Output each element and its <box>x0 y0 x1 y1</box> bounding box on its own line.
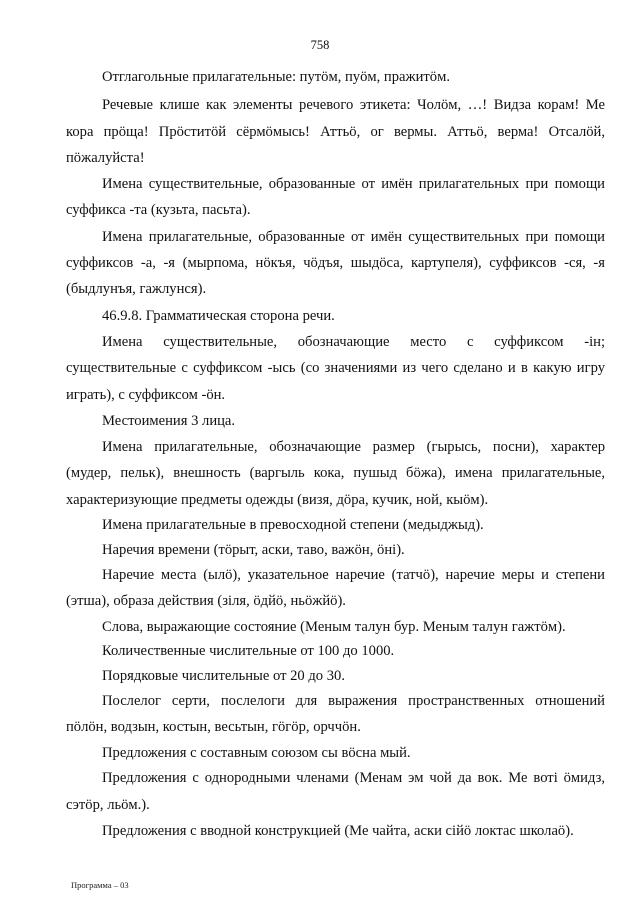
document-body <box>66 64 605 844</box>
paragraph: Имена существительные, обозначающие место с суффиксом -ін; существительные с суффиксом -ысь (со значениями из чего сделано и в какую игру играть), с суффиксом -ӧн. <box>66 333 605 403</box>
paragraph: Отглагольные прилагательные: путӧм, пуӧм, пражитӧм. <box>102 69 450 85</box>
paragraph: Имена прилагательные, образованные от имён существительных при помощи суффиксов -а, -я (мырпома, нӧкъя, чӧдъя, шыдӧса, картупеля), суффиксов -ся, -я (быдлунъя, гажлунся). <box>66 228 605 298</box>
paragraph: Местоимения 3 лица. <box>102 412 236 429</box>
footer-label: Программа – 03 <box>71 880 129 890</box>
paragraph: Предложения с вводной конструкцией (Ме чайта, аски сійӧ локтас школаӧ). <box>102 822 574 839</box>
paragraph: Имена прилагательные, обозначающие размер (гырысь, посни), характер (мудер, пельк), внешность (варгыль кока, пушыд бӧжа), имена прилагательные, характеризующие предметы одежды (визя, дӧра, кучик, ной, кыӧм). <box>66 439 605 508</box>
paragraph: Предложения с составным союзом сы вӧсна мый. <box>102 744 411 761</box>
paragraph: Слова, выражающие состояние (Меным талун бур. Меным талун гажтӧм). <box>102 618 566 635</box>
paragraph: Количественные числительные от 100 до 1000. <box>102 643 395 660</box>
paragraph: Наречие места (ылӧ), указательное наречие (татчӧ), наречие меры и степени (этша), образа действия (зіля, ӧдйӧ, ньӧжйӧ). <box>66 567 605 610</box>
paragraph: Имена прилагательные в превосходной степени (медыджыд). <box>102 517 484 534</box>
paragraph: Имена существительные, образованные от имён прилагательных при помощи суффикса -та (кузьта, пасьта). <box>66 176 605 219</box>
paragraph: Послелог серти, послелоги для выражения пространственных отношений пӧлӧн, водзын, костын, весьтын, гӧгӧр, орччӧн. <box>66 693 605 736</box>
section-heading: 46.9.8. Грамматическая сторона речи. <box>102 307 335 324</box>
paragraph: Предложения с однородными членами (Менам эм чой да вок. Ме воті ӧмидз, сэтӧр, льӧм.). <box>66 770 605 813</box>
paragraph: Речевые клише как элементы речевого этикета: Чолӧм, …! Видза корам! Ме кора прӧща! Прӧститӧй сёрмӧмысь! Аттьӧ, ог вермы. Аттьӧ, верма! Отсалӧй, пӧжалуйста! <box>66 97 605 166</box>
page-number: 758 <box>310 38 330 52</box>
paragraph: Наречия времени (тӧрыт, аски, таво, важӧн, ӧні). <box>102 541 405 558</box>
paragraph: Порядковые числительные от 20 до 30. <box>102 667 345 684</box>
